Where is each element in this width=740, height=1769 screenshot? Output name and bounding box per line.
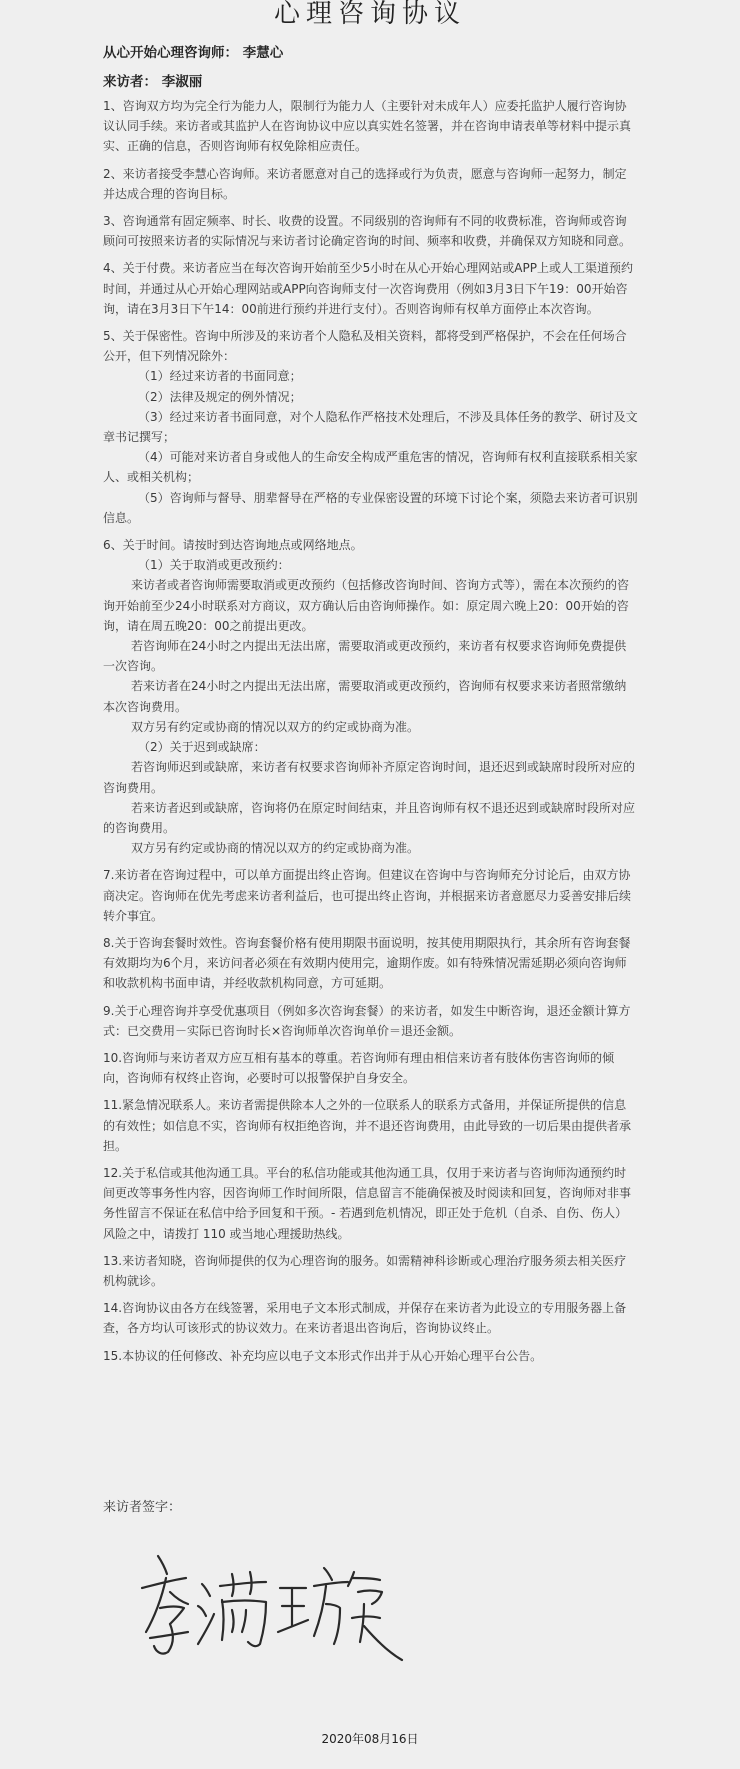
clause-15: 15.本协议的任何修改、补充均应以电子文本形式作出并于从心开始心理平台公告。	[103, 1348, 543, 1363]
clause-6-text: 若来访者在24小时之内提出无法出席，需要取消或更改预约，咨询师有权要求来访者照常缴纳本次咨询费用。	[103, 679, 627, 714]
signature-label: 来访者签字：	[103, 1500, 182, 1515]
clause-5-item: （1）经过来访者的书面同意；	[138, 369, 302, 384]
clause-2: 2、来访者接受李慧心咨询师。来访者愿意对自己的选择或行为负责，愿意与咨询师一起努力，制定并达成合理的咨询目标。	[103, 166, 627, 201]
signing-date: 2020年08月16日	[321, 1732, 419, 1746]
clause-6-heading: （2）关于迟到或缺席：	[138, 740, 266, 755]
clause-6-text: 若咨询师迟到或缺席，来访者有权要求咨询师补齐原定咨询时间，退还迟到或缺席时段所对应的咨询费用。	[103, 760, 636, 795]
clause-5-item: （3）经过来访者书面同意，对个人隐私作严格技术处理后，不涉及具体任务的教学、研讨及文章书记撰写；	[103, 409, 638, 445]
page-title: 心理咨询协议	[273, 0, 466, 29]
agreement-body	[103, 96, 638, 1373]
clause-9: 9.关于心理咨询并享受优惠项目（例如多次咨询套餐）的来访者，如发生中断咨询，退还金额计算方式：已交费用－实际已咨询时长×咨询师单次咨询单价＝退还金额。	[103, 1003, 631, 1038]
clause-13: 13.来访者知晓，咨询师提供的仅为心理咨询的服务。如需精神科诊断或心理治疗服务须去相关医疗机构就诊。	[103, 1253, 627, 1288]
clause-7: 7.来访者在咨询过程中，可以单方面提出终止咨询。但建议在咨询中与咨询师充分讨论后，由双方协商决定。咨询师在优先考虑来访者利益后，也可提出终止咨询，并根据来访者意愿尽力妥善安排后续转介事宜。	[103, 868, 632, 923]
clause-4: 4、关于付费。来访者应当在每次咨询开始前至少5小时在从心开始心理网站或APP上或人工渠道预约时间，并通过从心开始心理网站或APP向咨询师支付一次咨询费用（例如3月3日下午19：00开始咨询，请在3月3日下午14：00前进行预约并进行支付）。否则咨询师有权单方面停止本次咨询。	[103, 261, 633, 316]
clause-3: 3、咨询通常有固定频率、时长、收费的设置。不同级别的咨询师有不同的收费标准，咨询师或咨询顾问可按照来访者的实际情况与来访者讨论确定咨询的时间、频率和收费，并确保双方知晓和同意。	[103, 214, 632, 249]
clause-5	[103, 326, 638, 528]
counselor-line: 从心开始心理咨询师： 李慧心	[103, 45, 284, 61]
clause-6-text: 若咨询师在24小时之内提出无法出席，需要取消或更改预约，来访者有权要求咨询师免费提供一次咨询。	[103, 639, 627, 674]
clause-6-intro: 6、关于时间。请按时到达咨询地点或网络地点。	[103, 538, 363, 553]
clause-8: 8.关于咨询套餐时效性。咨询套餐价格有使用期限书面说明，按其使用期限执行，其余所有咨询套餐有效期均为6个月，来访问者必须在有效期内使用完，逾期作废。如有特殊情况需延期必须向咨询师和收款机构书面申请，并经收款机构同意，方可延期。	[103, 935, 631, 991]
clause-5-intro: 5、关于保密性。咨询中所涉及的来访者个人隐私及相关资料，都将受到严格保护，不会在任何场合公开，但下列情况除外：	[103, 329, 627, 364]
clause-14: 14.咨询协议由各方在线签署，采用电子文本形式制成，并保存在来访者为此设立的专用服务器上备查，各方均认可该形式的协议效力。在来访者退出咨询后，咨询协议终止。	[103, 1301, 627, 1336]
clause-11: 11.紧急情况联系人。来访者需提供除本人之外的一位联系人的联系方式备用，并保证所提供的信息的有效性；如信息不实，咨询师有权拒绝咨询，并不退还咨询费用，由此导致的一切后果由提供者承担。	[103, 1098, 632, 1153]
clause-5-item: （2）法律及规定的例外情况；	[138, 389, 302, 404]
clause-6-text: 来访者或者咨询师需要取消或更改预约（包括修改咨询时间、咨询方式等），需在本次预约的咨询开始前至少24小时联系对方商议，双方确认后由咨询师操作。如：原定周六晚上20：00开始的咨询，请在周五晚20：00之前提出更改。	[103, 578, 630, 633]
visitor-line: 来访者： 李淑丽	[103, 74, 203, 90]
clause-6-text: 双方另有约定或协商的情况以双方的约定或协商为准。	[131, 719, 420, 734]
clause-1: 1、咨询双方均为完全行为能力人，限制行为能力人（主要针对未成年人）应委托监护人履行咨询协议认同手续。来访者或其监护人在咨询协议中应以真实姓名签署，并在咨询申请表单等材料中提示真实、正确的信息，否则咨询师有权免除相应责任。	[103, 99, 632, 154]
clause-6-heading: （1）关于取消或更改预约：	[138, 558, 290, 573]
clause-6-text: 双方另有约定或协商的情况以双方的约定或协商为准。	[131, 841, 420, 856]
clause-6	[103, 535, 638, 858]
clause-10: 10.咨询师与来访者双方应互相有基本的尊重。若咨询师有理由相信来访者有肢体伤害咨询师的倾向，咨询师有权终止咨询，必要时可以报警保护自身安全。	[103, 1050, 615, 1086]
clause-5-item: （4）可能对来访者自身或他人的生命安全构成严重危害的情况，咨询师有权利直接联系相关家人、或相关机构；	[103, 450, 638, 485]
clause-5-item: （5）咨询师与督导、朋辈督导在严格的专业保密设置的环境下讨论个案，须隐去来访者可识别信息。	[103, 490, 638, 525]
handwritten-signature	[140, 1548, 440, 1668]
clause-6-text: 若来访者迟到或缺席，咨询将仍在原定时间结束，并且咨询师有权不退还迟到或缺席时段所对应的咨询费用。	[103, 800, 636, 835]
clause-12: 12.关于私信或其他沟通工具。平台的私信功能或其他沟通工具，仅用于来访者与咨询师沟通预约时间更改等事务性内容，因咨询师工作时间所限，信息留言不能确保被及时阅读和回复，咨询师对非事务性留言不保证在私信中给予回复和干预。- 若遇到危机情况，即正处于危机（自杀、自伤、伤人）风险之中，请拨打 110 或当地心理援助热线。	[103, 1165, 632, 1241]
